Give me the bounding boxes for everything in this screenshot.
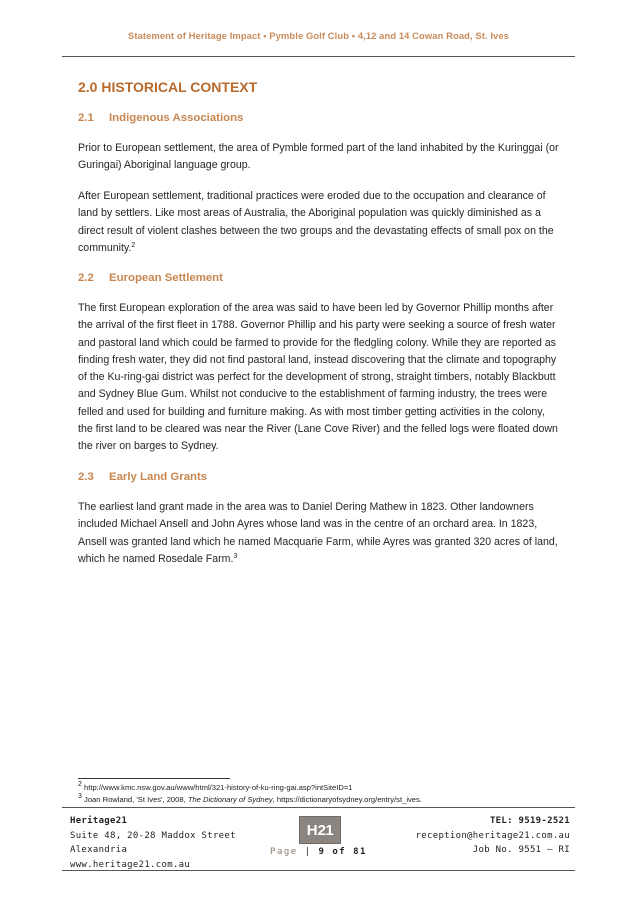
footnote-3: $^3$ Joan Rowland, 'St Ives', 2008, The Dictionary of Sydney, https://dictionaryofsydney.org/entry/st_ives. (78, 793, 422, 804)
footnote-divider (78, 778, 230, 779)
footnote-link[interactable]: http://www.kmc.nsw.gov.au/www/html/321-history-of-ku-ring-gai.asp?intSiteID=1 (81, 783, 353, 792)
paragraph: The earliest land grant made in the area was to Daniel Dering Mathew in 1823. Other landowners included Michael Ansell and John Ayres whose land was in the centre of an orchard area. In 1823, Ansell was granted land which he named Macquarie Farm, while Ayres was granted 320 acres of land, which he named Rosedale Farm.$^3$ (78, 501, 558, 565)
footnote-link[interactable]: , https://dictionaryofsydney.org/entry/st_ives. (272, 795, 422, 804)
telephone: TEL: 9519-2521 (489, 816, 570, 826)
job-number: Job No. 9551 – RI (472, 845, 570, 856)
address-line: Suite 48, 20-28 Maddox Street (70, 830, 236, 841)
section-heading-land-grants (78, 471, 207, 483)
section-heading-indigenous (78, 112, 243, 124)
page-heading: 2.0 HISTORICAL CONTEXT (78, 79, 258, 95)
footer-contact-right (416, 814, 570, 858)
section-title: European Settlement (109, 272, 223, 284)
footer-contact-left (70, 814, 236, 872)
org-name: Heritage21 (70, 816, 128, 826)
section-number: 2.1 (78, 112, 94, 124)
footnote-ref[interactable]: 3 (233, 552, 238, 560)
header-divider (62, 56, 575, 57)
section-title: Indigenous Associations (109, 112, 244, 124)
section-title: Early Land Grants (109, 471, 208, 483)
paragraph: The first European exploration of the area was said to have been led by Governor Phillip months after the arrival of the first fleet in 1788. Governor Phillip and his party were seeking a source of fresh water and pastoral land which could be farmed to provide for the fledgling colony. While they are reported as finding fresh water, they did not find pastoral land, instead discovering that the climate and topography of the Ku-ring-gai district was perfect for the development of strong, straight timbers, notably Blackbutt and Sydney Blue Gum. Whilst not conducive to the establishment of farming industry, the trees were felled and used for building and furniture making. As with most timber getting activities in the colony, the first land to be cleared was near the River (Lane Cove River) and the felled logs were floated down the river on barges to Sydney. (78, 302, 558, 453)
section-number: 2.2 (78, 272, 94, 284)
footer-divider-bottom (62, 870, 575, 871)
website-link[interactable]: www.heritage21.com.au (70, 859, 191, 870)
paragraph: Prior to European settlement, the area of Pymble formed part of the land inhabited by the Kuringgai (or Guringai) Aboriginal language group. (78, 142, 559, 172)
footnote-2: $^2$ http://www.kmc.nsw.gov.au/www/html/321-history-of-ku-ring-gai.asp?intSiteID=1 (78, 781, 353, 792)
footnote-ref[interactable]: 2 (131, 241, 136, 249)
section-number: 2.3 (78, 471, 94, 483)
footer-divider-top (62, 807, 575, 808)
section-heading-european (78, 272, 223, 284)
page-number: Page | 9 of 81 (270, 847, 367, 857)
email-link[interactable]: reception@heritage21.com.au (415, 830, 570, 841)
running-header: Statement of Heritage Impact • Pymble Golf Club • 4,12 and 14 Cowan Road, St. Ives (128, 30, 509, 41)
address-line: Alexandria (70, 845, 128, 856)
heritage21-logo-icon: H 21 (299, 816, 341, 844)
paragraph: After European settlement, traditional practices were eroded due to the occupation and clearance of land by settlers. Like most areas of Australia, the Aboriginal population was quickly diminished as a direct result of violent clashes between the two groups and the devastating effects of small pox on the community.$^2$ (78, 190, 554, 254)
